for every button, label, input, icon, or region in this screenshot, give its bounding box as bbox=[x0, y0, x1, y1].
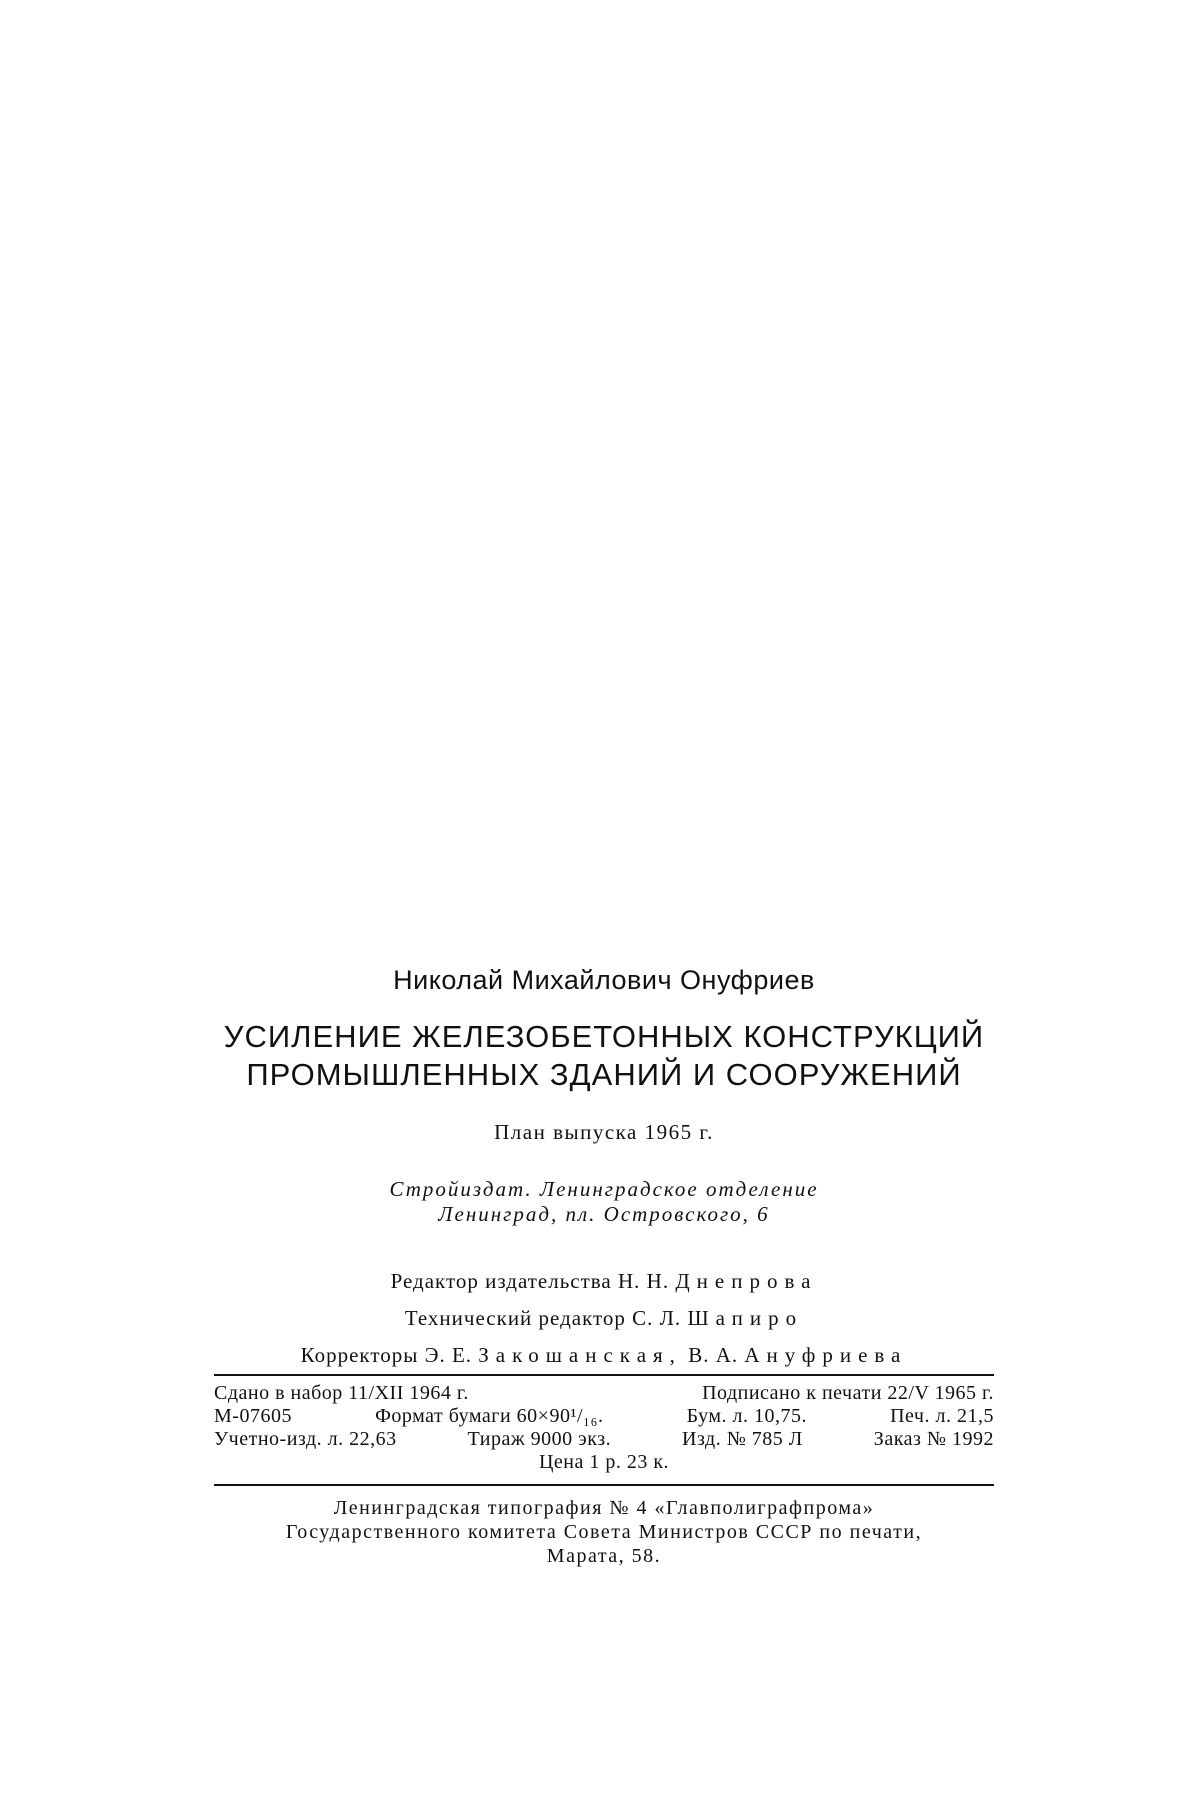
spec-row-3 bbox=[214, 1428, 994, 1451]
publisher-block bbox=[214, 1177, 994, 1227]
publisher-name: Стройиздат. Ленинградское отделение bbox=[389, 1177, 819, 1201]
correctors-line bbox=[214, 1337, 994, 1374]
print-specs bbox=[214, 1376, 994, 1484]
printer-line-1: Ленинградская типография № 4 «Главполиграфпрома» bbox=[333, 1497, 875, 1519]
printer-line-3: Марата, 58. bbox=[546, 1545, 662, 1567]
spec-row-2 bbox=[214, 1405, 994, 1428]
staff-block bbox=[214, 1263, 994, 1374]
editor-name: Днепрова bbox=[675, 1269, 818, 1293]
order-number: Заказ № 1992 bbox=[873, 1428, 994, 1450]
print-run: Тираж 9000 экз. bbox=[467, 1428, 612, 1450]
editor-label: Редактор издательства Н. Н. bbox=[390, 1269, 670, 1293]
printer-block bbox=[214, 1486, 994, 1568]
corrector-2-name: Ануфриева bbox=[744, 1343, 908, 1367]
book-title-line-1: УСИЛЕНИЕ ЖЕЛЕЗОБЕТОННЫХ КОНСТРУКЦИЙ bbox=[223, 1019, 985, 1054]
paper-sheets: Бум. л. 10,75. bbox=[686, 1405, 807, 1427]
print-sheets: Печ. л. 21,5 bbox=[890, 1405, 994, 1427]
publisher-sheets: Учетно-изд. л. 22,63 bbox=[214, 1428, 397, 1450]
colophon bbox=[214, 965, 994, 1568]
publisher-address: Ленинград, пл. Островского, 6 bbox=[438, 1202, 770, 1226]
tech-editor-name: Шапиро bbox=[687, 1306, 804, 1330]
release-plan: План выпуска 1965 г. bbox=[494, 1120, 714, 1144]
price: Цена 1 р. 23 к. bbox=[538, 1451, 670, 1473]
printer-line-2: Государственного комитета Совета Министров СССР по печати, bbox=[285, 1521, 923, 1543]
book-title-line-2: ПРОМЫШЛЕННЫХ ЗДАНИЙ И СООРУЖЕНИЙ bbox=[246, 1057, 962, 1092]
author-name: Николай Михайлович Онуфриев bbox=[393, 965, 815, 995]
order-code: М-07605 bbox=[214, 1405, 292, 1427]
paper-format: Формат бумаги 60×90¹/₁₆. bbox=[375, 1405, 604, 1427]
spec-row-1 bbox=[214, 1382, 994, 1405]
corrector-1-name: Закошанская, bbox=[478, 1343, 682, 1367]
publication-number: Изд. № 785 Л bbox=[682, 1428, 803, 1450]
editor-line bbox=[214, 1263, 994, 1300]
tech-editor-line bbox=[214, 1300, 994, 1337]
correctors-label: Корректоры Э. Е. bbox=[300, 1343, 473, 1367]
spec-row-price bbox=[214, 1451, 994, 1474]
signed-date: Подписано к печати 22/V 1965 г. bbox=[702, 1382, 994, 1404]
tech-editor-label: Технический редактор С. Л. bbox=[404, 1306, 682, 1330]
typeset-date: Сдано в набор 11/XII 1964 г. bbox=[214, 1382, 469, 1404]
corrector-2-initials: В. А. bbox=[688, 1343, 739, 1367]
